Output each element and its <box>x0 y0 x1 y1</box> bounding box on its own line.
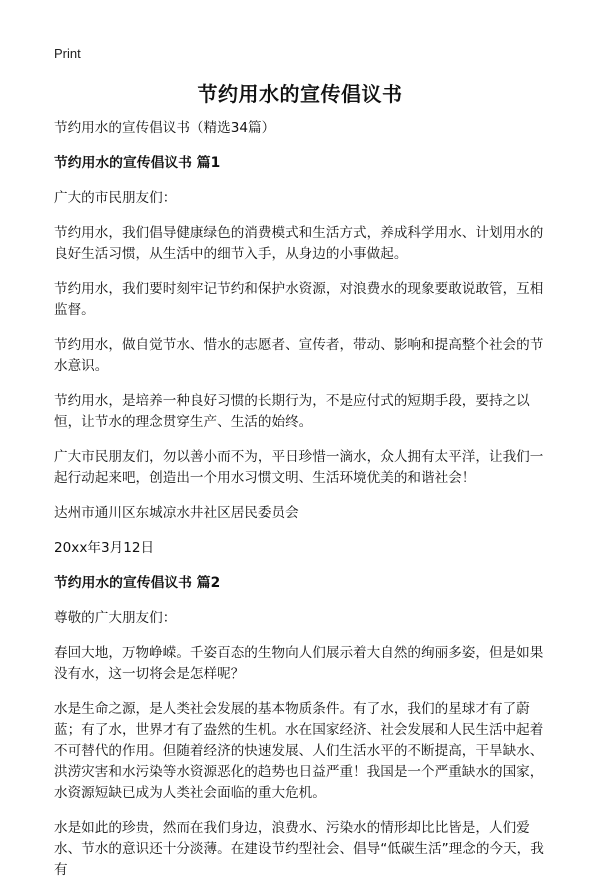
document-title: 节约用水的宣传倡议书 <box>197 82 403 106</box>
section-2-paragraph: 水是如此的珍贵，然而在我们身边，浪费水、污染水的情形却比比皆是，人们爱水、节水的意识还十分淡薄。在建设节约型社会、倡导“低碳生活”理念的今天，我有 <box>54 820 544 878</box>
section-1-signature: 达州市通川区东城凉水井社区居民委员会 <box>54 505 299 521</box>
print-label[interactable]: Print <box>54 46 81 61</box>
section-1-paragraph: 广大市民朋友们，勿以善小而不为，平日珍惜一滴水，众人拥有太平洋，让我们一起行动起来吧，创造出一个用水习惯文明、生活环境优美的和谐社会！ <box>54 449 544 486</box>
document-body <box>54 118 550 881</box>
section-2-greeting: 尊敬的广大朋友们： <box>54 610 177 626</box>
section-1-date: 20xx年3月12日 <box>54 540 155 556</box>
section-2-paragraph: 水是生命之源，是人类社会发展的基本物质条件。有了水，我们的星球才有了蔚蓝；有了水，世界才有了盎然的生机。水在国家经济、社会发展和人民生活中起着不可替代的作用。但随着经济的快速发展、人们生活水平的不断提高，干旱缺水、洪涝灾害和水污染等水资源恶化的趋势也日益严重！我国是一个严重缺水的国家，水资源短缺已成为人类社会面临的重大危机。 <box>54 701 544 801</box>
document-subtitle: 节约用水的宣传倡议书（精选34篇） <box>54 120 276 136</box>
section-1-paragraph: 节约用水，是培养一种良好习惯的长期行为，不是应付式的短期手段，要持之以恒，让节水的理念贯穿生产、生活的始终。 <box>54 393 530 430</box>
section-1-greeting: 广大的市民朋友们： <box>54 190 177 206</box>
section-2-paragraph: 春回大地，万物峥嵘。千姿百态的生物向人们展示着大自然的绚丽多姿，但是如果没有水，这一切将会是怎样呢？ <box>54 645 544 682</box>
section-1-paragraph: 节约用水，我们要时刻牢记节约和保护水资源，对浪费水的现象要敢说敢管，互相监督。 <box>54 281 544 318</box>
section-1-paragraph: 节约用水，我们倡导健康绿色的消费模式和生活方式，养成科学用水、计划用水的良好生活习惯，从生活中的细节入手，从身边的小事做起。 <box>54 225 544 262</box>
section-1-paragraph: 节约用水，做自觉节水、惜水的志愿者、宣传者，带动、影响和提高整个社会的节水意识。 <box>54 337 544 374</box>
section-1-heading: 节约用水的宣传倡议书 篇1 <box>54 155 221 171</box>
section-2-heading: 节约用水的宣传倡议书 篇2 <box>54 575 221 591</box>
